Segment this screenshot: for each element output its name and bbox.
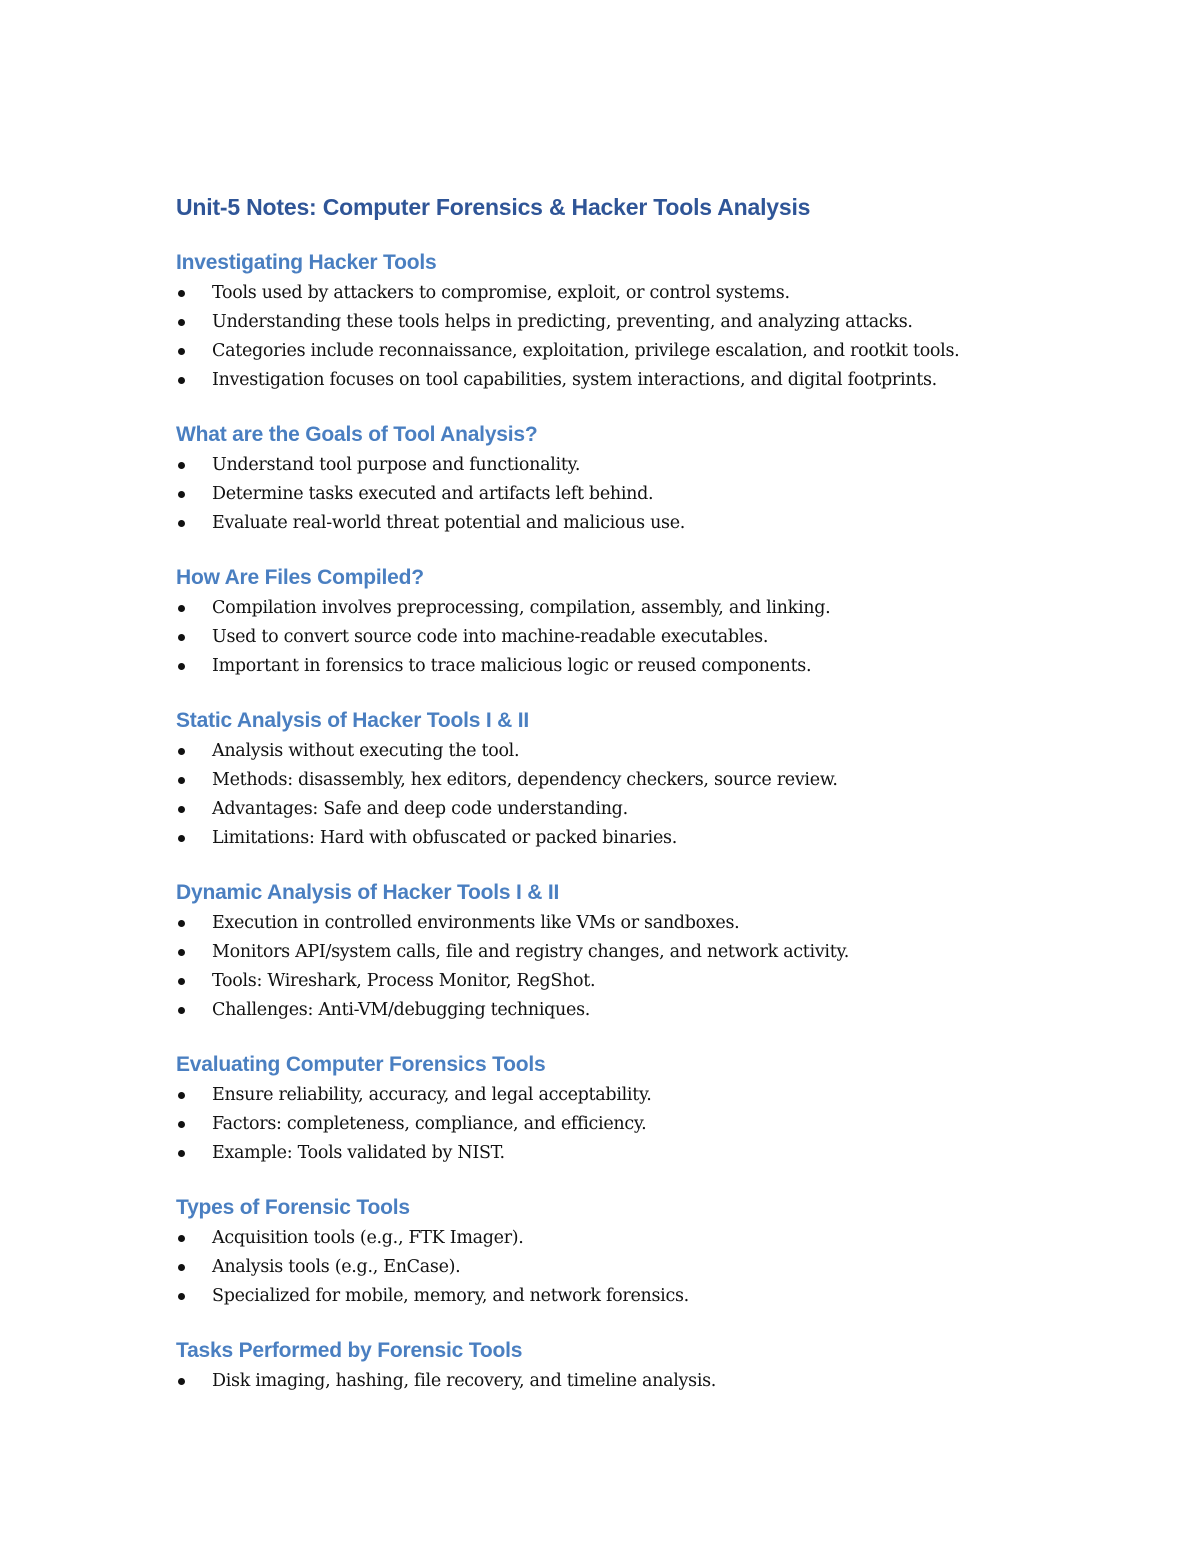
bullet-icon	[176, 737, 186, 766]
list-item-text: Investigation focuses on tool capabilities, system interactions, and digital footprints.	[212, 370, 937, 390]
bullet-icon	[176, 795, 186, 824]
bullet-icon	[176, 594, 186, 623]
section	[176, 247, 1076, 395]
section	[176, 705, 1076, 853]
list-item	[176, 967, 1076, 996]
bullet-icon	[176, 909, 186, 938]
list-item-text: Disk imaging, hashing, file recovery, and timeline analysis.	[212, 1371, 717, 1391]
list-item-text: Execution in controlled environments like VMs or sandboxes.	[212, 913, 740, 933]
bullet-icon	[176, 1110, 186, 1139]
section	[176, 877, 1076, 1025]
spacer	[176, 223, 1076, 247]
list-item	[176, 1282, 1076, 1311]
list-item	[176, 1139, 1076, 1168]
list-item	[176, 308, 1076, 337]
list-item-text: Compilation involves preprocessing, compilation, assembly, and linking.	[212, 598, 831, 618]
section	[176, 419, 1076, 538]
bullet-list	[176, 1367, 1076, 1396]
list-item-text: Tools: Wireshark, Process Monitor, RegShot.	[212, 971, 596, 991]
spacer	[176, 1311, 1076, 1335]
list-item	[176, 1253, 1076, 1282]
section-heading: Evaluating Computer Forensics Tools	[176, 1053, 546, 1076]
spacer	[176, 1168, 1076, 1192]
spacer	[176, 853, 1076, 877]
bullet-icon	[176, 766, 186, 795]
section-heading: Types of Forensic Tools	[176, 1196, 410, 1219]
bullet-list	[176, 594, 1076, 681]
list-item	[176, 795, 1076, 824]
document-title: Unit-5 Notes: Computer Forensics & Hacker Tools Analysis	[176, 194, 811, 220]
list-item	[176, 1081, 1076, 1110]
sections-container	[176, 247, 1076, 1396]
list-item-text: Acquisition tools (e.g., FTK Imager).	[212, 1228, 524, 1248]
list-item	[176, 1224, 1076, 1253]
bullet-icon	[176, 451, 186, 480]
bullet-icon	[176, 480, 186, 509]
bullet-list	[176, 279, 1076, 395]
spacer	[176, 538, 1076, 562]
list-item-text: Analysis without executing the tool.	[212, 741, 520, 761]
bullet-list	[176, 909, 1076, 1025]
bullet-icon	[176, 1081, 186, 1110]
section-heading: Static Analysis of Hacker Tools I & II	[176, 709, 530, 732]
section-heading: Tasks Performed by Forensic Tools	[176, 1339, 523, 1362]
bullet-icon	[176, 996, 186, 1025]
list-item-text: Factors: completeness, compliance, and efficiency.	[212, 1114, 647, 1134]
list-item-text: Limitations: Hard with obfuscated or packed binaries.	[212, 828, 677, 848]
bullet-icon	[176, 366, 186, 395]
bullet-icon	[176, 1224, 186, 1253]
section	[176, 1049, 1076, 1168]
bullet-list	[176, 1224, 1076, 1311]
spacer	[176, 681, 1076, 705]
list-item	[176, 938, 1076, 967]
spacer	[176, 1025, 1076, 1049]
section-heading: How Are Files Compiled?	[176, 566, 424, 589]
list-item	[176, 824, 1076, 853]
list-item	[176, 594, 1076, 623]
section	[176, 562, 1076, 681]
list-item-text: Monitors API/system calls, file and registry changes, and network activity.	[212, 942, 849, 962]
section	[176, 1335, 1076, 1396]
bullet-icon	[176, 623, 186, 652]
list-item	[176, 1367, 1076, 1396]
list-item	[176, 366, 1076, 395]
list-item-text: Understanding these tools helps in predicting, preventing, and analyzing attacks.	[212, 312, 913, 332]
list-item	[176, 1110, 1076, 1139]
list-item-text: Categories include reconnaissance, exploitation, privilege escalation, and rootkit tools.	[212, 341, 960, 361]
bullet-list	[176, 451, 1076, 538]
list-item-text: Ensure reliability, accuracy, and legal acceptability.	[212, 1085, 652, 1105]
bullet-list	[176, 737, 1076, 853]
list-item	[176, 766, 1076, 795]
list-item-text: Evaluate real-world threat potential and malicious use.	[212, 513, 686, 533]
section-heading: Investigating Hacker Tools	[176, 251, 437, 274]
list-item	[176, 737, 1076, 766]
list-item-text: Challenges: Anti-VM/debugging techniques.	[212, 1000, 591, 1020]
list-item	[176, 279, 1076, 308]
bullet-icon	[176, 279, 186, 308]
section	[176, 1192, 1076, 1311]
spacer	[176, 395, 1076, 419]
bullet-icon	[176, 652, 186, 681]
list-item	[176, 480, 1076, 509]
bullet-icon	[176, 509, 186, 538]
bullet-icon	[176, 1282, 186, 1311]
bullet-icon	[176, 337, 186, 366]
list-item	[176, 652, 1076, 681]
list-item-text: Advantages: Safe and deep code understanding.	[212, 799, 628, 819]
list-item	[176, 623, 1076, 652]
bullet-icon	[176, 938, 186, 967]
list-item	[176, 509, 1076, 538]
list-item	[176, 337, 1076, 366]
list-item-text: Example: Tools validated by NIST.	[212, 1143, 505, 1163]
bullet-icon	[176, 967, 186, 996]
document-body	[176, 191, 1076, 1396]
list-item-text: Analysis tools (e.g., EnCase).	[212, 1257, 461, 1277]
bullet-icon	[176, 1253, 186, 1282]
list-item-text: Understand tool purpose and functionality.	[212, 455, 581, 475]
bullet-icon	[176, 824, 186, 853]
bullet-icon	[176, 308, 186, 337]
list-item-text: Determine tasks executed and artifacts left behind.	[212, 484, 654, 504]
list-item-text: Important in forensics to trace malicious logic or reused components.	[212, 656, 812, 676]
section-heading: Dynamic Analysis of Hacker Tools I & II	[176, 881, 560, 904]
bullet-icon	[176, 1139, 186, 1168]
list-item-text: Methods: disassembly, hex editors, dependency checkers, source review.	[212, 770, 838, 790]
list-item-text: Used to convert source code into machine-readable executables.	[212, 627, 769, 647]
list-item	[176, 451, 1076, 480]
bullet-list	[176, 1081, 1076, 1168]
bullet-icon	[176, 1367, 186, 1396]
list-item	[176, 909, 1076, 938]
list-item-text: Specialized for mobile, memory, and network forensics.	[212, 1286, 689, 1306]
section-heading: What are the Goals of Tool Analysis?	[176, 423, 538, 446]
list-item-text: Tools used by attackers to compromise, exploit, or control systems.	[212, 283, 790, 303]
list-item	[176, 996, 1076, 1025]
